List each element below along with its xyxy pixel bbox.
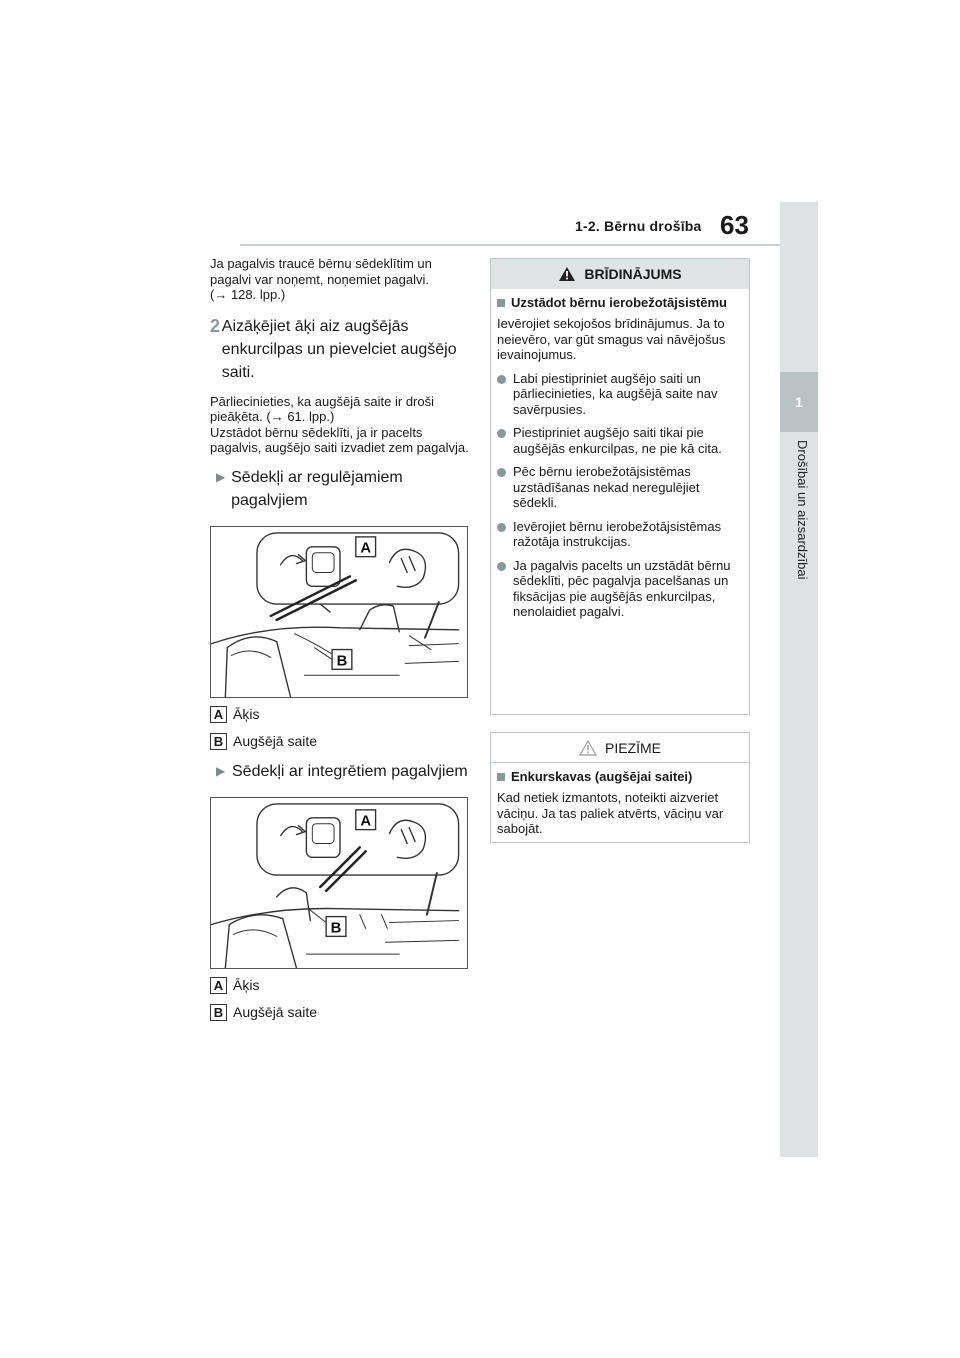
note-header: [491, 733, 749, 763]
square-bullet-icon: [497, 773, 505, 781]
legend-letter-a: A: [210, 706, 227, 723]
seat-tether-illustration: [211, 527, 467, 697]
legend-b-2: [210, 1004, 470, 1021]
legend-text-b: Augšējā saite: [233, 1004, 318, 1020]
step-text: Aizāķējiet āķi aiz augšējās enkurcilpas un pievelciet augšējo saiti.: [221, 317, 457, 381]
variant-text: Sēdekļi ar integrētiem pagalvjiem: [232, 762, 468, 780]
warning-bullet: Labi piestipriniet augšējo saiti un pārliecinieties, ka augšējā saite nav savērpusies.: [497, 371, 743, 418]
triangle-right-icon: ▶: [216, 763, 226, 778]
intro-page-ref: (→ 128. lpp.): [210, 287, 286, 302]
section-title: 1-2. Bērnu drošība: [575, 218, 702, 234]
legend-a: [210, 706, 470, 723]
bullet-dot-icon: [497, 429, 506, 438]
variant-integrated-headrest: [210, 760, 470, 783]
chapter-title: Drošībai un aizsardzībai: [795, 440, 810, 580]
variant-text: Sēdekļi ar regulējamiem pagalvjiem: [231, 468, 403, 509]
warning-body: [491, 289, 749, 620]
square-bullet-icon: [497, 299, 505, 307]
bullet-dot-icon: [497, 375, 506, 384]
note-text: Kad netiek izmantots, noteikti aizveriet vāciņu. Ja tas paliek atvērts, vāciņu var sabojāt.: [497, 790, 724, 836]
legend-text-a: Āķis: [233, 977, 260, 993]
intro-text: Ja pagalvis traucē bērnu sēdeklītim un pagalvi var noņemt, noņemiet pagalvi. (→ 128. lpp.): [210, 256, 432, 302]
variant-adjustable-headrest: [210, 466, 470, 512]
legend-b: [210, 733, 470, 750]
step-number: 2: [210, 315, 221, 336]
figure-label-b: B: [330, 919, 342, 936]
legend-a-2: [210, 977, 470, 994]
bullet-dot-icon: [497, 468, 506, 477]
chapter-number: 1: [780, 372, 818, 432]
figure-label-a: A: [360, 540, 372, 557]
note-body: [491, 763, 749, 837]
warning-box: [490, 258, 750, 715]
warning-intro: Ievērojiet sekojošos brīdinājumus. Ja to neievēro, var gūt smagus vai nāvējošus ievainojumus.: [497, 316, 726, 362]
seat-tether-illustration: [211, 798, 467, 968]
legend-letter-b: B: [210, 1004, 227, 1021]
triangle-right-icon: ▶: [216, 469, 226, 484]
check-text-1: Pārliecinieties, ka augšējā saite ir droši pieāķēta. (→ 61. lpp.): [210, 393, 434, 424]
left-column: [210, 256, 470, 1021]
legend-letter-a: A: [210, 977, 227, 994]
figure-label-b: B: [336, 652, 348, 669]
warning-bullet: Pēc bērnu ierobežotājsistēmas uzstādīšanas nekad neregulējiet sēdekli.: [497, 464, 743, 511]
bullet-dot-icon: [497, 523, 506, 532]
legend-text-b: Augšējā saite: [233, 733, 318, 749]
warning-subheading: Uzstādot bērnu ierobežotājsistēmu: [497, 295, 743, 310]
header-divider: [240, 244, 780, 246]
warning-bullet: Piestipriniet augšējo saiti tikai pie augšējās enkurcilpas, ne pie kā cita.: [497, 425, 743, 456]
warning-bullet: Ievērojiet bērnu ierobežotājsistēmas ražotāja instrukcijas.: [497, 519, 743, 550]
figure-integrated-headrest: [210, 797, 468, 969]
warning-header: [491, 259, 749, 289]
warning-triangle-icon: [558, 266, 576, 282]
page-number: 63: [720, 210, 749, 240]
bullet-dot-icon: [497, 562, 506, 571]
figure-label-a: A: [360, 813, 372, 830]
check-text-2: Uzstādot bērnu sēdeklīti, ja ir pacelts pagalvis, augšējo saiti izvadiet zem pagalvja.: [210, 424, 469, 455]
note-title: PIEZĪME: [604, 739, 661, 756]
note-box: [490, 732, 750, 843]
legend-letter-b: B: [210, 733, 227, 750]
warning-bullet: Ja pagalvis pacelts un uzstādāt bērnu sēdeklīti, pēc pagalvja pacelšanas un fiksācijas pie augšējās enkurcilpas, nenolaidiet pagalvi.: [497, 558, 743, 620]
legend-text-a: Āķis: [233, 706, 260, 722]
step-2: [210, 315, 470, 384]
notice-triangle-icon: [579, 740, 597, 756]
note-subheading: Enkurskavas (augšējai saitei): [497, 769, 743, 784]
warning-title: BRĪDINĀJUMS: [584, 266, 682, 282]
figure-adjustable-headrest: [210, 526, 468, 698]
